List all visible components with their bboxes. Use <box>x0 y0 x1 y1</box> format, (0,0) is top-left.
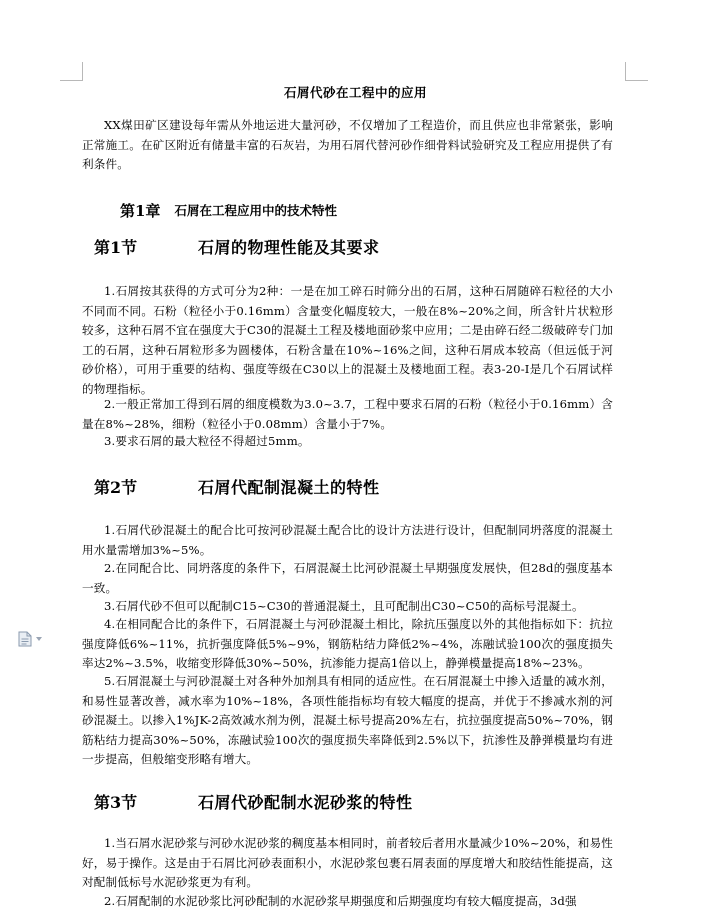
paragraph <box>82 432 613 452</box>
paragraph <box>82 521 613 560</box>
document-title: 石屑代砂在工程中的应用 <box>283 85 427 100</box>
intro-text: XX煤田矿区建设每年需从外地运进大量河砂，不仅增加了工程造价，而且供应也非常紧张，影响正常施工。在矿区附近有储量丰富的石灰岩，为用石屑代替河砂作细骨料试验研究及工程应用提供了有利条件。 <box>82 118 613 171</box>
document-icon-glyph <box>18 631 32 647</box>
paragraph-text: 5.石屑混凝土与河砂混凝土对各种外加剂具有相同的适应性。在石屑混凝土中掺入适量的减水剂，和易性显著改善，减水率为10%~18%，各项性能指标均有较大幅度的提高，并优于不掺减水剂的河砂混凝土。以掺入1%JK-2高效减水剂为例，混凝土标号提高20%左右，抗拉强度提高50%~70%，钢筋粘结力提高30%~50%，冻融试验100次的强度损失率降低到2.5%以下，抗渗性及静弹模量均有进一步提高，但般缩变形略有增大。 <box>82 674 613 766</box>
paragraph <box>82 395 613 434</box>
paragraph-text: 3.要求石屑的最大粒径不得超过5mm。 <box>104 434 310 448</box>
paragraph-text: 1.当石屑水泥砂浆与河砂水泥砂浆的稠度基本相同时，前者较后者用水量减少10%~20%，和易性好，易于操作。这是由于石屑比河砂表面积小，水泥砂浆包裹石屑表面的厚度增大和胶结性能提高，这对配制低标号水泥砂浆更为有利。 <box>82 836 613 889</box>
chapter-number: 第1章 <box>120 202 161 220</box>
paragraph <box>82 672 613 770</box>
section-heading-2 <box>94 475 380 498</box>
section-title: 石屑的物理性能及其要求 <box>198 238 380 257</box>
section-number: 第3节 <box>94 793 138 812</box>
margin-corner-top-right <box>625 62 648 81</box>
margin-corner-top-left <box>60 62 83 81</box>
paragraph <box>82 282 613 399</box>
section-number: 第1节 <box>94 238 138 257</box>
paragraph-text: 1.石屑代砂混凝土的配合比可按河砂混凝土配合比的设计方法进行设计，但配制同坍落度的混凝土用水量需增加3%~5%。 <box>82 523 613 557</box>
paragraph <box>82 834 613 893</box>
paragraph-text: 3.石屑代砂不但可以配制C15~C30的普通混凝土，且可配制出C30~C50的高标号混凝土。 <box>104 599 584 613</box>
document-icon[interactable] <box>18 631 42 647</box>
paragraph <box>82 559 613 598</box>
chapter-heading <box>120 200 337 221</box>
paragraph <box>82 597 613 617</box>
paragraph <box>82 615 613 674</box>
section-title: 石屑代砂配制水泥砂浆的特性 <box>198 793 413 812</box>
chevron-down-icon <box>36 637 42 641</box>
paragraph-text: 2.石屑配制的水泥砂浆比河砂配制的水泥砂浆早期强度和后期强度均有较大幅度提高，3d强 <box>104 894 577 908</box>
paragraph <box>82 892 613 912</box>
paragraph-text: 4.在相同配合比的条件下，石屑混凝土与河砂混凝土相比，除抗压强度以外的其他指标如下：抗拉强度降低6%~11%，抗折强度降低5%~9%，钢筋粘结力降低2%~4%，冻融试验100次的强度损失率达2%~3.5%，收缩变形降低30%~50%，抗渗能力提高1倍以上，静弹模量提高18%~23%。 <box>82 617 613 670</box>
chapter-title: 石屑在工程应用中的技术特性 <box>174 203 337 218</box>
section-number: 第2节 <box>94 478 138 497</box>
intro-paragraph <box>82 116 613 175</box>
paragraph-text: 1.石屑按其获得的方式可分为2种：一是在加工碎石时筛分出的石屑，这种石屑随碎石粒径的大小不同而不同。石粉（粒径小于0.16mm）含量变化幅度较大，一般在8%~20%之间，所含针片状粒形较多，这种石屑不宜在强度大于C30的混凝土工程及楼地面砂浆中应用；二是由碎石经二级破碎专门加工的石屑，这种石屑粒形多为圆楼体，石粉含量在10%~16%之间，这种石屑成本较高（但远低于河砂价格），可用于重要的结构、强度等级在C30以上的混凝土及楼地面工程。表3-20-I是几个石屑试样的物理指标。 <box>82 284 613 396</box>
section-title: 石屑代配制混凝土的特性 <box>198 478 380 497</box>
paragraph-text: 2.在同配合比、同坍落度的条件下，石屑混凝土比河砂混凝土早期强度发展快，但28d的强度基本一致。 <box>82 561 613 595</box>
section-heading-1 <box>94 235 380 258</box>
paragraph-text: 2.一般正常加工得到石屑的细度模数为3.0~3.7，工程中要求石屑的石粉（粒径小于0.16mm）含量在8%~28%，细粉（粒径小于0.08mm）含量小于7%。 <box>82 397 613 431</box>
section-heading-3 <box>94 790 413 813</box>
